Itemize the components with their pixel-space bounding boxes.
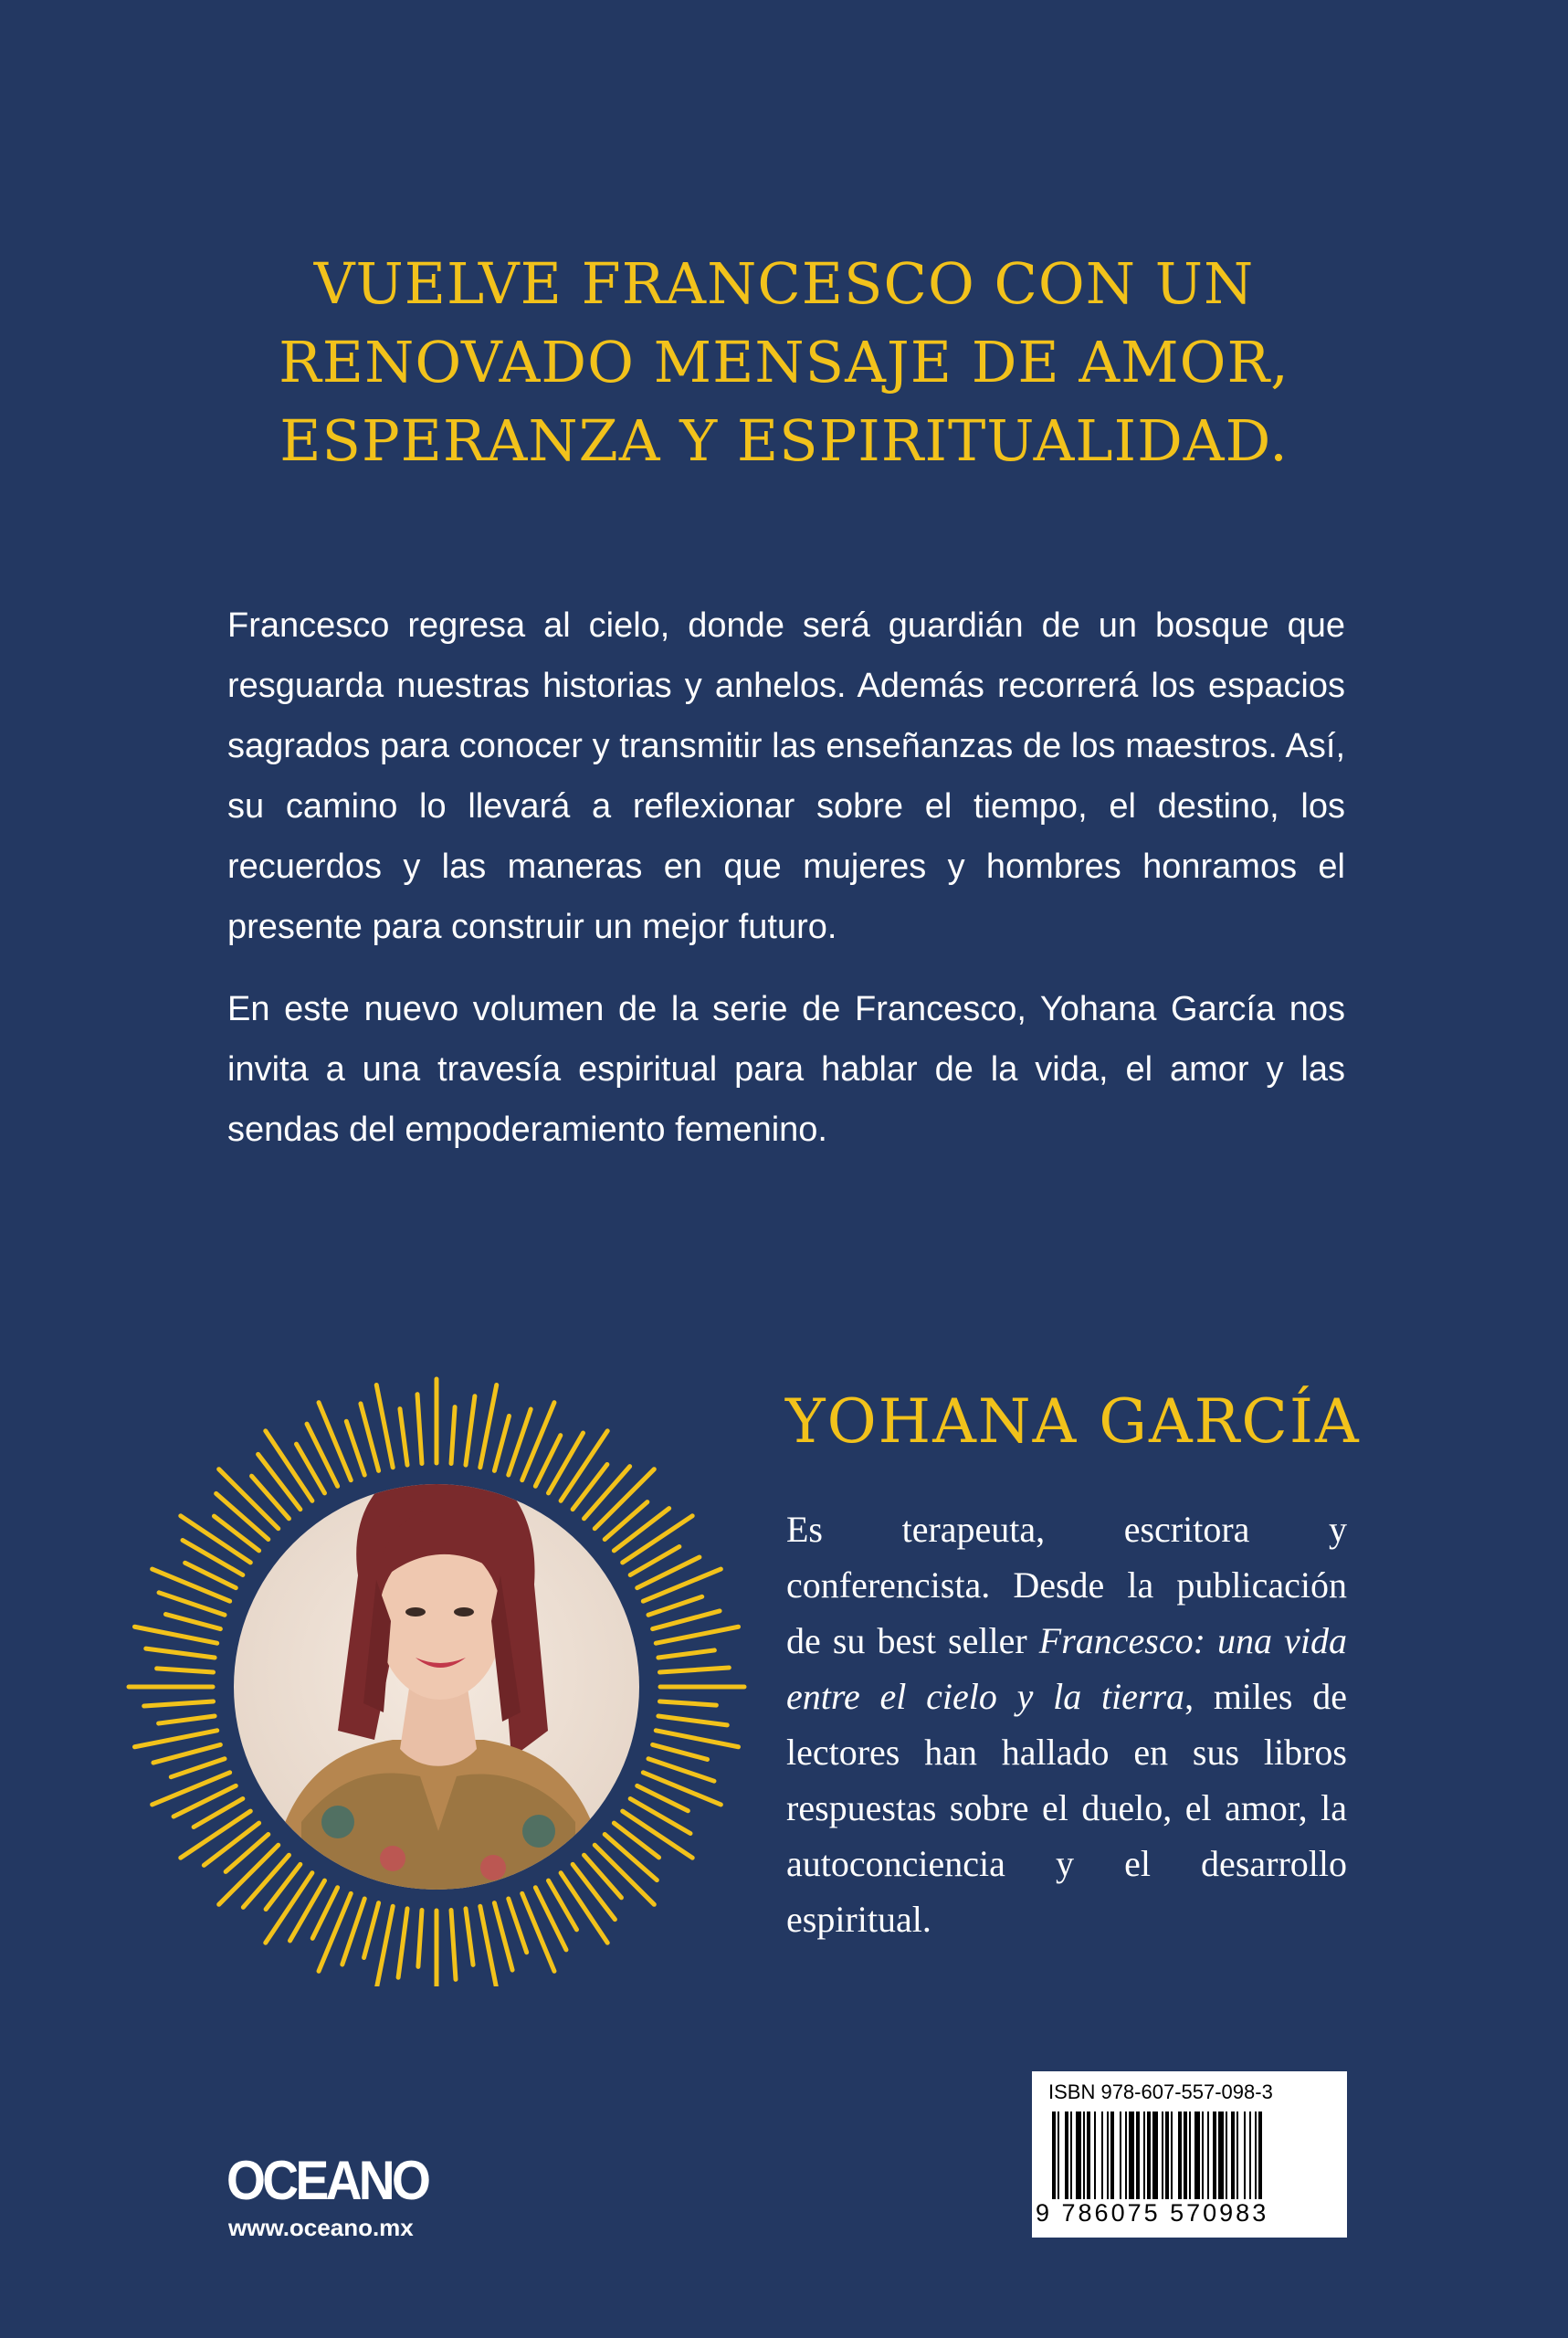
synopsis bbox=[227, 595, 1345, 1182]
headline bbox=[183, 245, 1385, 480]
headline-line-2: RENOVADO MENSAJE DE AMOR, bbox=[279, 329, 1289, 395]
author-bio bbox=[786, 1501, 1347, 1947]
bio-book-title: Francesco: una vida entre el cielo y la tierra bbox=[786, 1620, 1347, 1717]
synopsis-paragraph-2: En este nuevo volumen de la serie de Francesco, Yohana García nos invita a una travesía espiritual para hablar de la vida, el amor y las sendas del empoderamiento femenino. bbox=[227, 990, 1345, 1149]
bio-text-1: Es terapeuta, escritora y conferencista. Desde la publicación de su best seller bbox=[786, 1509, 1347, 1661]
publisher-url: www.oceano.mx bbox=[228, 2214, 414, 2241]
barcode-box bbox=[1032, 2071, 1347, 2238]
headline-line-1: VUELVE FRANCESCO CON UN bbox=[313, 250, 1255, 317]
publisher-logo: OCEANO bbox=[226, 2150, 428, 2211]
barcode-icon bbox=[1052, 2112, 1326, 2199]
headline-line-3: ESPERANZA Y ESPIRITUALIDAD. bbox=[279, 407, 1289, 474]
synopsis-paragraph-1: Francesco regresa al cielo, donde será guardián de un bosque que resguarda nuestras historias y anhelos. Además recorrerá los espacios sagrados para conocer y transmitir las enseñanzas de los maestros. Así, su camino lo llevará a reflexionar sobre el tiempo, el destino, los recuerdos y las maneras en que mujeres y hombres honramos el presente para construir un mejor futuro. bbox=[227, 606, 1345, 946]
author-name: YOHANA GARCÍA bbox=[785, 1386, 1361, 1457]
isbn-label: ISBN 978-607-557-098-3 bbox=[1048, 2080, 1273, 2103]
bio-text-2: , miles de lectores han hallado en sus libros respuestas sobre el duelo, el amor, la autoconciencia y el desarrollo espiritual. bbox=[786, 1676, 1347, 1940]
sunburst-portrait-icon bbox=[119, 1347, 758, 1986]
author-portrait bbox=[119, 1347, 758, 1986]
barcode-digits: 9 786075 570983 bbox=[1036, 2199, 1269, 2227]
